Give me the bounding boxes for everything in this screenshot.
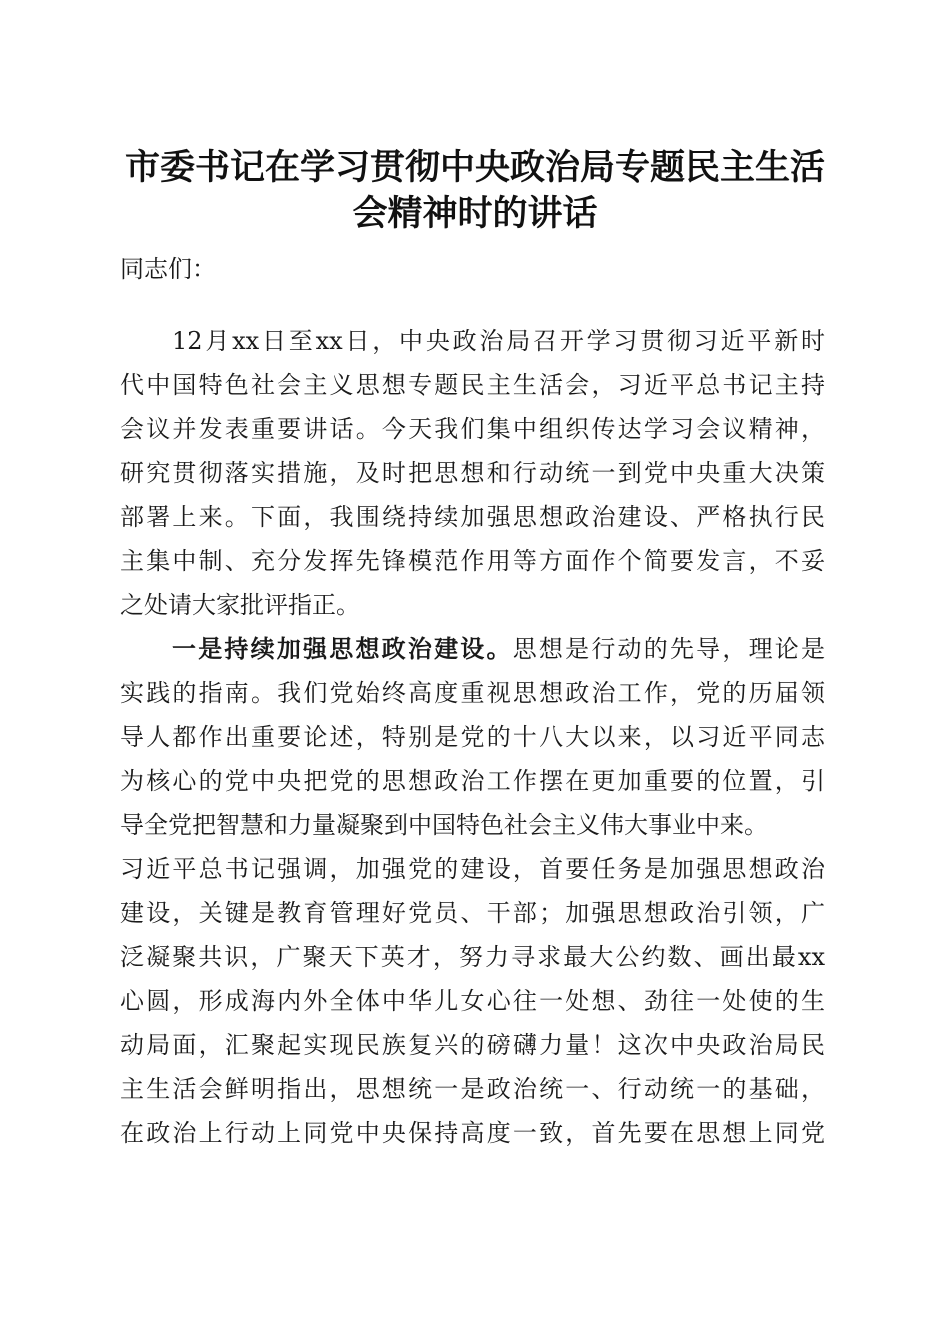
paragraph-2-line: 泛凝聚共识，广聚天下英才，努力寻求最大公约数、画出最xx	[120, 943, 825, 971]
paragraph-2-line: 主生活会鲜明指出，思想统一是政治统一、行动统一的基础，	[120, 1075, 825, 1103]
paragraph-1-line: 之处请大家批评指正。	[120, 591, 360, 619]
paragraph-2-line: 在政治上行动上同党中央保持高度一致，首先要在思想上同党	[120, 1119, 825, 1147]
paragraph-2-heading: 一是持续加强思想政治建设。	[172, 634, 513, 663]
paragraph-2-line: 实践的指南。我们党始终高度重视思想政治工作，党的历届领	[120, 679, 825, 707]
paragraph-2-line: 动局面，汇聚起实现民族复兴的磅礴力量！这次中央政治局民	[120, 1031, 825, 1059]
paragraph-1-line: 会议并发表重要讲话。今天我们集中组织传达学习会议精神，	[120, 415, 825, 443]
paragraph-2-line: 为核心的党中央把党的思想政治工作摆在更加重要的位置，引	[120, 767, 825, 795]
paragraph-1-line: 研究贯彻落实措施，及时把思想和行动统一到党中央重大决策	[120, 459, 825, 487]
paragraph-2-line: 导全党把智慧和力量凝聚到中国特色社会主义伟大事业中来。	[120, 811, 768, 839]
paragraph-1-line: 部署上来。下面，我围绕持续加强思想政治建设、严格执行民	[120, 503, 825, 531]
paragraph-2-line: 心圆，形成海内外全体中华儿女心往一处想、劲往一处使的生	[120, 987, 825, 1015]
paragraph-2-line: 导人都作出重要论述，特别是党的十八大以来，以习近平同志	[120, 723, 825, 751]
paragraph-2-first-line	[172, 634, 825, 664]
paragraph-1-line: 主集中制、充分发挥先锋模范作用等方面作个简要发言，不妥	[120, 547, 825, 575]
document-title-line-1: 市委书记在学习贯彻中央政治局专题民主生活	[124, 147, 825, 188]
paragraph-1-line: 代中国特色社会主义思想专题民主生活会，习近平总书记主持	[120, 371, 825, 399]
salutation: 同志们：	[120, 255, 216, 283]
paragraph-2-line: 习近平总书记强调，加强党的建设，首要任务是加强思想政治	[120, 855, 825, 883]
paragraph-2-first-line-text: 思想是行动的先导，理论是	[512, 635, 826, 663]
paragraph-2-line: 建设，关键是教育管理好党员、干部；加强思想政治引领，广	[120, 899, 825, 927]
document-title-line-2: 会精神时的讲话	[352, 193, 598, 234]
paragraph-1-line: 12月xx日至xx日，中央政治局召开学习贯彻习近平新时	[172, 327, 825, 355]
